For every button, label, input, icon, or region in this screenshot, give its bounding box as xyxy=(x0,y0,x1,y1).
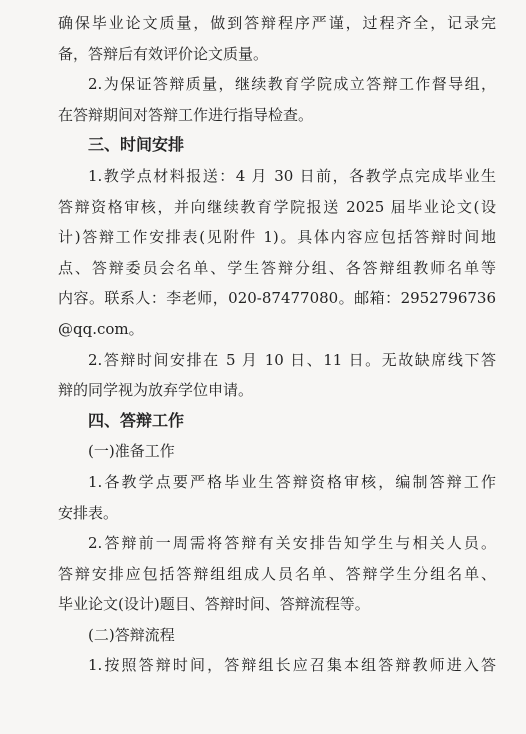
subsection-heading: (二)答辩流程 xyxy=(88,625,175,644)
paragraph-line: 点、答辩委员会名单、学生答辩分组、各答辩组教师名单等 xyxy=(58,258,496,277)
paragraph-line: 毕业论文(设计)题目、答辩时间、答辩流程等。 xyxy=(58,595,370,614)
paragraph-line: 1.按照答辩时间，答辩组长应召集本组答辩教师进入答 xyxy=(88,656,496,675)
paragraph-line: 1.各教学点要严格毕业生答辩资格审核，编制答辩工作 xyxy=(88,472,496,491)
paragraph-line: 确保毕业论文质量，做到答辩程序严谨，过程齐全，记录完 xyxy=(58,14,496,32)
section-heading: 四、答辩工作 xyxy=(88,410,185,430)
paragraph-line: 备，答辩后有效评价论文质量。 xyxy=(58,44,269,63)
subsection-heading: (一)准备工作 xyxy=(88,442,175,461)
paragraph-line: 计)答辩工作安排表(见附件 1)。具体内容应包括答辩时间地 xyxy=(58,228,496,247)
section-heading: 三、时间安排 xyxy=(88,135,185,155)
paragraph-line: 2.为保证答辩质量，继续教育学院成立答辩工作督导组， xyxy=(88,75,496,94)
paragraph-line: 1.教学点材料报送：4 月 30 日前，各教学点完成毕业生 xyxy=(88,166,496,185)
paragraph-line: 2.答辩前一周需将答辩有关安排告知学生与相关人员。 xyxy=(88,534,496,553)
paragraph-line: 答辩资格审核，并向继续教育学院报送 2025 届毕业论文(设 xyxy=(58,197,496,216)
paragraph-line: 辩的同学视为放弃学位申请。 xyxy=(58,381,254,400)
paragraph-line: @qq.com。 xyxy=(58,319,144,338)
paragraph-line: 内容。联系人：李老师，020-87477080。邮箱：2952796736 xyxy=(58,289,496,308)
paragraph-line: 安排表。 xyxy=(58,503,119,522)
paragraph-line: 在答辩期间对答辩工作进行指导检查。 xyxy=(58,105,314,124)
paragraph-line: 2.答辩时间安排在 5 月 10 日、11 日。无故缺席线下答 xyxy=(88,350,496,369)
paragraph-line: 答辩安排应包括答辩组组成人员名单、答辩学生分组名单、 xyxy=(58,564,496,583)
